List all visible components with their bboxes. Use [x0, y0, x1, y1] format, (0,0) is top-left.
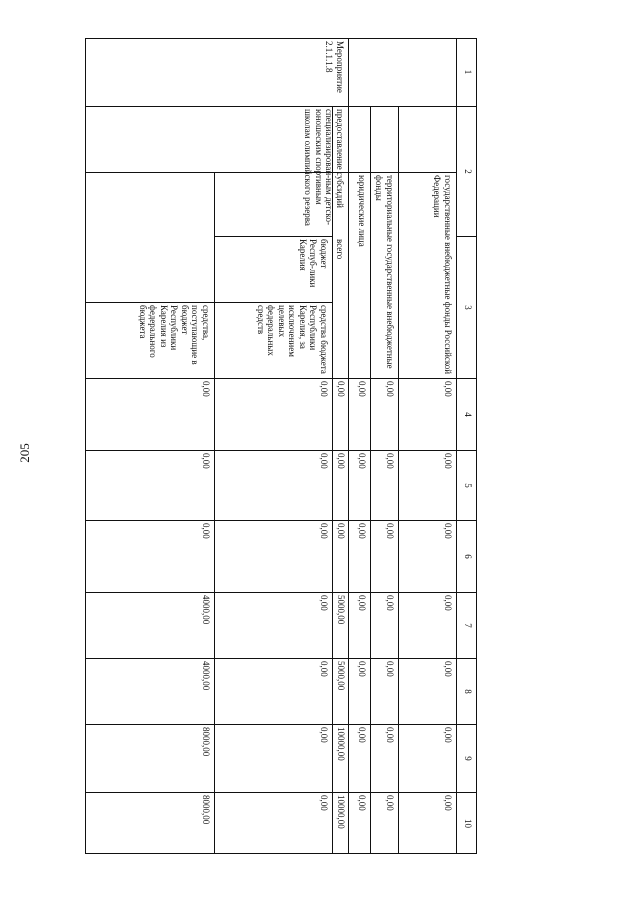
budget-table: [85, 38, 477, 854]
cell: 0,00: [319, 453, 329, 469]
row-label-territorial-funds: территориальные государственные внебюджетные фонды: [374, 175, 395, 369]
header-col-2: 2: [457, 106, 477, 236]
cell: 0,00: [385, 795, 395, 811]
measure-code: Мероприятие 2.1.1.1.8: [324, 41, 345, 93]
header-col-6: 6: [457, 520, 477, 592]
cell: 0,00: [357, 795, 367, 811]
cell: 0,00: [201, 381, 211, 397]
cell: 0,00: [385, 595, 395, 611]
header-col-4: 4: [457, 378, 477, 450]
cell: 0,00: [336, 453, 346, 469]
row-label-legal-entities: юридические лица: [357, 175, 367, 247]
cell: 8000,00: [201, 727, 211, 757]
cell: 0,00: [201, 453, 211, 469]
cell: 0,00: [336, 523, 346, 539]
cell: 5000,00: [336, 595, 346, 625]
budget-karelia-label: бюджет Респуб-лики Карелия: [298, 239, 329, 288]
page-number: 205: [17, 443, 32, 463]
header-col-9: 9: [457, 724, 477, 792]
row-label-total: всего: [335, 239, 345, 260]
cell: 0,00: [385, 727, 395, 743]
cell: 0,00: [357, 727, 367, 743]
cell: 0,00: [443, 453, 453, 469]
cell: 0,00: [443, 523, 453, 539]
cell: 10000,00: [336, 727, 346, 761]
header-col-10: 10: [457, 792, 477, 854]
header-col-8: 8: [457, 658, 477, 724]
cell: 0,00: [357, 595, 367, 611]
row-label-federal-transfers: средства, поступающие в бюджет Республики Карелия из федерального бюджета: [138, 305, 211, 365]
cell: 0,00: [319, 727, 329, 743]
cell: 0,00: [201, 523, 211, 539]
header-col-3: 3: [457, 236, 477, 378]
header-col-1: 1: [463, 69, 473, 75]
cell: 0,00: [336, 381, 346, 397]
cell: 0,00: [319, 661, 329, 677]
cell: 0,00: [357, 381, 367, 397]
cell: 0,00: [319, 595, 329, 611]
cell: 10000,00: [336, 795, 346, 829]
cell: 0,00: [357, 523, 367, 539]
cell: 0,00: [319, 795, 329, 811]
row-label-regional-funds: средства бюджета Республики Карелия, за исключением целевых федеральных средств: [256, 305, 329, 374]
cell: 4000,00: [201, 595, 211, 625]
cell: 0,00: [385, 661, 395, 677]
cell: 8000,00: [201, 795, 211, 825]
cell: 0,00: [319, 381, 329, 397]
cell: 0,00: [357, 453, 367, 469]
cell: 0,00: [443, 727, 453, 743]
cell: 0,00: [385, 523, 395, 539]
cell: 0,00: [319, 523, 329, 539]
cell: 0,00: [443, 795, 453, 811]
cell: 4000,00: [201, 661, 211, 691]
cell: 0,00: [385, 453, 395, 469]
cell: 0,00: [443, 661, 453, 677]
header-col-5: 5: [457, 450, 477, 520]
cell: 0,00: [357, 661, 367, 677]
cell: 0,00: [443, 595, 453, 611]
row-label-federal-funds: государственные внебюджетные фонды Российской Федерации: [432, 175, 453, 375]
measure-name: предоставление субсидий специализирован-ным детско-юношеским спортивным школам олимпийского резерва: [303, 109, 345, 226]
cell: 0,00: [385, 381, 395, 397]
cell: 5000,00: [336, 661, 346, 691]
header-col-7: 7: [457, 592, 477, 658]
cell: 0,00: [443, 381, 453, 397]
